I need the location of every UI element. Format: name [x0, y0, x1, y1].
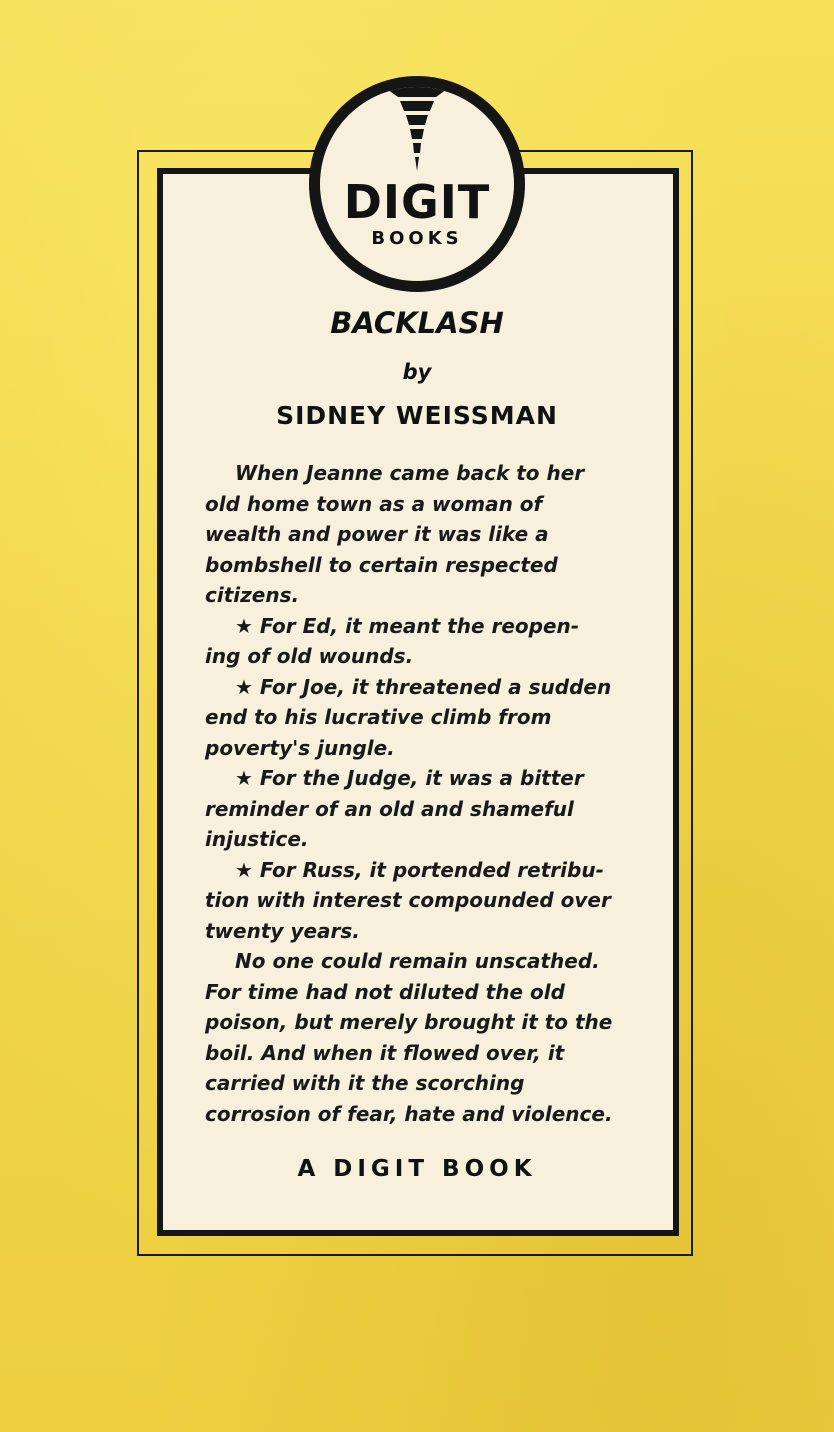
blurb-line: twenty years.	[205, 918, 360, 943]
digit-books-logo	[309, 76, 525, 292]
blurb-line: No one could remain unscathed.	[235, 949, 600, 973]
blurb-line: wealth and power it was like a	[205, 522, 549, 546]
blurb-line: When Jeanne came back to her	[235, 461, 585, 485]
blurb-line: injustice.	[205, 827, 309, 851]
blurb-line: bombshell to certain respected	[205, 552, 558, 577]
publisher-footer: A DIGIT BOOK	[297, 1156, 537, 1182]
blurb-line: tion with interest compounded over	[205, 888, 611, 912]
blurb-line: end to his lucrative climb from	[205, 705, 552, 729]
blurb-line: reminder of an old and shameful	[205, 796, 574, 821]
blurb-line: old home town as a woman of	[205, 491, 543, 516]
blurb-line: ★ For Ed, it meant the reopen-	[235, 613, 580, 638]
blurb-line: ing of old wounds.	[205, 644, 414, 668]
logo-digit-text: DIGIT	[343, 175, 491, 229]
blurb	[205, 458, 645, 1129]
blurb-line: ★ For the Judge, it was a bitter	[235, 766, 584, 790]
blurb-line: citizens.	[205, 583, 300, 607]
blurb-line: poverty's jungle.	[205, 735, 395, 760]
book-title: BACKLASH	[330, 306, 504, 340]
blurb-line: corrosion of fear, hate and violence.	[205, 1101, 613, 1126]
logo-books-text: BOOKS	[371, 228, 463, 249]
byline: by	[402, 360, 432, 384]
blurb-line: ★ For Joe, it threatened a sudden	[235, 674, 612, 699]
logo-disc	[320, 87, 514, 281]
author-name: SIDNEY WEISSMAN	[276, 401, 558, 430]
blurb-line: For time had not diluted the old	[205, 979, 565, 1004]
blurb-line: boil. And when it flowed over, it	[205, 1040, 565, 1065]
blurb-line: poison, but merely brought it to the	[205, 1010, 613, 1034]
blurb-line: carried with it the scorching	[205, 1071, 525, 1095]
blurb-line: ★ For Russ, it portended retribu-	[235, 857, 604, 882]
